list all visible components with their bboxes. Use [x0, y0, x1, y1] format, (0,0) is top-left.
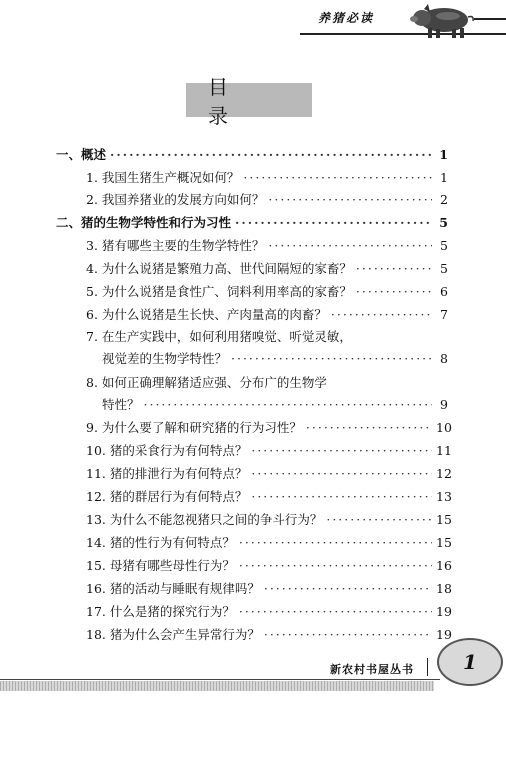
toc-page: 1: [439, 147, 448, 162]
toc-leader: [243, 170, 432, 186]
toc-page: 5: [440, 238, 448, 253]
toc-item[interactable]: [86, 512, 452, 528]
toc-page: 7: [440, 307, 448, 322]
toc-item[interactable]: [86, 489, 452, 505]
toc-page: 6: [440, 284, 448, 299]
toc-leader: [251, 443, 432, 459]
footer-series-name: 新农村书屋丛书: [330, 663, 414, 676]
toc-label: 1. 我国生猪生产概况如何？: [86, 170, 240, 185]
toc-leader: [326, 512, 432, 528]
toc-leader: [268, 238, 432, 254]
toc-label: 17. 什么是猪的探究行为？: [86, 604, 235, 619]
toc-page: 15: [436, 535, 452, 550]
toc-leader: [251, 466, 432, 482]
toc-leader: [264, 581, 432, 597]
toc-page: 9: [440, 397, 448, 412]
toc-page: 16: [436, 558, 452, 573]
toc-leader: [356, 284, 432, 300]
toc-item[interactable]: [86, 581, 452, 597]
toc-label: 14. 猪的性行为有何特点？: [86, 535, 235, 550]
toc-page: 5: [440, 261, 448, 276]
toc-item[interactable]: [86, 192, 448, 208]
toc-leader: [264, 627, 432, 643]
toc-item[interactable]: [86, 535, 452, 551]
toc-leader: [251, 489, 432, 505]
toc-leader: [231, 351, 432, 367]
toc-leader: [306, 420, 432, 436]
toc-leader: [110, 147, 432, 163]
toc-page: 18: [436, 581, 452, 596]
toc-item[interactable]: [86, 443, 452, 459]
toc-label: 13. 为什么不能忽视猪只之间的争斗行为？: [86, 512, 323, 527]
toc-label-continued: 视觉差的生物学特性？: [102, 351, 228, 366]
toc-label: 4. 为什么说猪是繁殖力高、世代间隔短的家畜？: [86, 261, 352, 276]
toc-label: 2. 我国养猪业的发展方向如何？: [86, 192, 265, 207]
toc-item[interactable]: [86, 284, 448, 300]
page-number-badge: [437, 638, 503, 686]
toc-leader: [235, 215, 432, 231]
toc-item-line2[interactable]: [102, 397, 448, 413]
toc-label: 5. 为什么说猪是食性广、饲料利用率高的家畜？: [86, 284, 352, 299]
toc-leader: [144, 397, 432, 413]
toc-label: 18. 猪为什么会产生异常行为？: [86, 627, 260, 642]
page-title-text: 目 录: [208, 75, 250, 128]
toc-item[interactable]: [86, 307, 448, 323]
footer-halftone-band: [0, 681, 434, 691]
toc-label: 8. 如何正确理解猪适应强、分布广的生物学: [86, 375, 327, 390]
toc-label: 7. 在生产实践中，如何利用猪嗅觉、听觉灵敏，: [86, 329, 352, 344]
toc-leader: [331, 307, 432, 323]
toc-section[interactable]: [56, 147, 448, 163]
footer-line: [0, 679, 440, 680]
toc-label: 12. 猪的群居行为有何特点？: [86, 489, 248, 504]
toc-page: 12: [436, 466, 452, 481]
toc-item[interactable]: [86, 238, 448, 254]
toc-label: 10. 猪的采食行为有何特点？: [86, 443, 248, 458]
toc-item-line1[interactable]: [86, 375, 448, 391]
toc-item[interactable]: [86, 627, 452, 643]
toc-leader: [239, 558, 432, 574]
toc-page: 13: [436, 489, 452, 504]
toc-label: 15. 母猪有哪些母性行为？: [86, 558, 235, 573]
toc-page: 2: [440, 192, 448, 207]
toc-page: 10: [436, 420, 452, 435]
toc-label: 9. 为什么要了解和研究猪的行为习性？: [86, 420, 302, 435]
toc-leader: [239, 535, 432, 551]
toc-item[interactable]: [86, 604, 452, 620]
toc-page: 19: [436, 604, 452, 619]
toc-label: 一、概述: [56, 147, 107, 162]
toc-label-continued: 特性？: [102, 397, 140, 412]
toc-label: 11. 猪的排泄行为有何特点？: [86, 466, 248, 481]
toc-label: 3. 猪有哪些主要的生物学特性？: [86, 238, 265, 253]
toc-leader: [239, 604, 432, 620]
toc-label: 16. 猪的活动与睡眠有规律吗？: [86, 581, 260, 596]
page-number: 1: [463, 650, 477, 674]
toc-page: 5: [439, 215, 448, 230]
toc-section[interactable]: [56, 215, 448, 231]
toc-leader: [268, 192, 432, 208]
toc-item[interactable]: [86, 261, 448, 277]
footer-separator: [427, 658, 428, 676]
toc-page: 8: [440, 351, 448, 366]
toc-page: 1: [440, 170, 448, 185]
toc-label: 6. 为什么说猪是生长快、产肉量高的肉畜？: [86, 307, 327, 322]
header-series-title: 养猪必读: [318, 11, 375, 25]
toc-leader: [356, 261, 432, 277]
toc-item-line2[interactable]: [102, 351, 448, 367]
toc-item[interactable]: [86, 466, 452, 482]
toc-item[interactable]: [86, 558, 452, 574]
toc-item-line1[interactable]: [86, 329, 448, 345]
toc-item[interactable]: [86, 420, 452, 436]
toc-page: 11: [436, 443, 452, 458]
toc-page: 15: [436, 512, 452, 527]
toc-label: 二、猪的生物学特性和行为习性: [56, 215, 232, 230]
toc-item[interactable]: [86, 170, 448, 186]
toc-page: 19: [436, 627, 452, 642]
